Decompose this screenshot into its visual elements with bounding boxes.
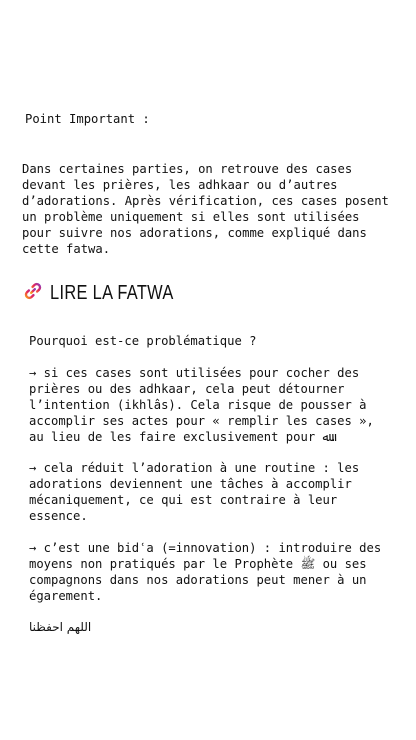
question-heading: Pourquoi est-ce problématique ? — [29, 334, 257, 348]
point-innovation: → c’est une bidʿa (=innovation) : introduire des moyens non pratiqués par le Prophète ﷺ ou ses compagnons dans nos adorations peut mener à un égarement. — [29, 541, 382, 603]
point-intention: → si ces cases sont utilisées pour cocher des prières ou des adhkaar, cela peut détourner l’intention (ikhlâs). Cela risque de pousser à accomplir ses actes pour « remplir les cases », au lieu de les faire exclusivement pour ﷲ. — [29, 366, 374, 444]
intro-paragraph: Dans certaines parties, on retrouve des cases devant les prières, les adhkaar ou d’autres d’adorations. Après vérification, ces cases posent un problème uniquement si elles sont utilisées pour suivre nos adorations, comme expliqué dans cette fatwa. — [22, 162, 389, 256]
read-fatwa-link[interactable] — [22, 280, 416, 306]
point-routine: → cela réduit l’adoration à une routine : les adorations deviennent une tâches à accomplir mécaniquement, ce qui est contraire à leur essence. — [29, 461, 360, 523]
link-icon — [22, 280, 44, 306]
read-fatwa-label: LIRE LA FATWA — [50, 281, 174, 304]
important-heading: Point Important : — [25, 112, 150, 126]
closing-dua: اللهم احفظنا — [29, 620, 92, 634]
